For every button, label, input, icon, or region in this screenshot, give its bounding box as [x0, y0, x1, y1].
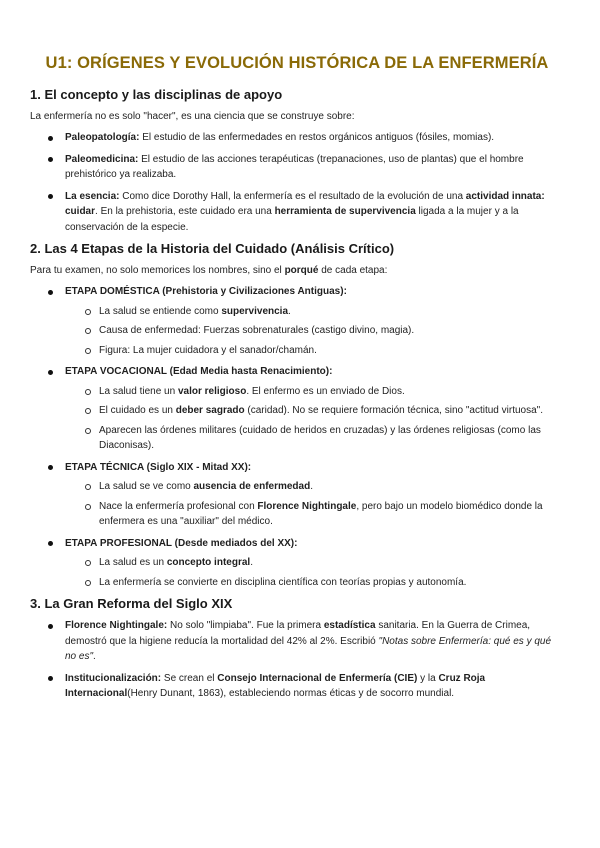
sub-list [65, 384, 564, 454]
emphasis: valor religioso [177, 385, 247, 397]
stage-label: ETAPA DOMÉSTICA (Prehistoria y Civilizaciones Antiguas): [65, 286, 347, 297]
term: Paleomedicina: [65, 153, 139, 165]
text: . [310, 481, 313, 492]
emphasis: Consejo Internacional de Enfermería (CIE) [217, 672, 418, 684]
stage-label: ETAPA TÉCNICA (Siglo XIX - Mitad XX): [65, 461, 252, 473]
sub-item [65, 555, 564, 571]
sub-item: La enfermería se convierte en disciplina científica con teorías propias y autonomía. [65, 575, 564, 591]
text: Se crean el [161, 672, 218, 684]
section-heading: 1. El concepto y las disciplinas de apoyo [30, 87, 283, 102]
sub-list [65, 555, 564, 590]
section-intro: La enfermería no es solo "hacer", es una ciencia que se construye sobre: [30, 111, 355, 122]
text: sanitaria. En la Guerra de Crimea, demostró que la higiene reducía la mortalidad del 42% al 2%. Escribió [65, 620, 531, 647]
section-heading: 2. Las 4 Etapas de la Historia del Cuidado (Análisis Crítico) [30, 241, 395, 256]
section-concepto [30, 87, 564, 235]
sub-list [65, 304, 564, 359]
text: Para tu examen, no solo memorices los nombres, sino el [30, 265, 285, 276]
sub-item [65, 384, 564, 400]
text: . En la prehistoria, este cuidado era una [95, 206, 275, 217]
bullet-list [30, 130, 564, 235]
emphasis: estadística [323, 620, 376, 631]
list-item-paleomedicina [30, 152, 564, 183]
text: de cada etapa: [318, 265, 388, 276]
stages-list [30, 284, 564, 590]
text: La salud se entiende como [99, 305, 222, 317]
section-etapas [30, 241, 564, 590]
stage-label: ETAPA PROFESIONAL (Desde mediados del XX): [65, 537, 298, 549]
text: El estudio de las enfermedades en restos orgánicos antiguos (fósiles, momias). [139, 132, 495, 143]
section-intro [30, 263, 564, 278]
book-title: "Notas sobre Enfermería: qué es y qué no es" [65, 635, 552, 662]
text: La salud se ve como [99, 481, 194, 492]
stage-tecnica [30, 460, 564, 530]
text: Nace la enfermería profesional con [99, 500, 258, 512]
emphasis: concepto integral [166, 557, 251, 568]
text: . [288, 305, 291, 317]
term: Florence Nightingale: [65, 620, 168, 631]
list-item-institucionalizacion [30, 671, 564, 702]
text: ligada a la mujer y a la conservación de la especie. [65, 206, 519, 233]
sub-item: Figura: La mujer cuidadora y el sanador/chamán. [65, 343, 564, 359]
stage-domestica [30, 284, 564, 358]
text: El cuidado es un [99, 405, 176, 416]
sub-list [65, 479, 564, 530]
sub-item: Causa de enfermedad: Fuerzas sobrenaturales (castigo divino, magia). [65, 323, 564, 339]
emphasis: ausencia de enfermedad [193, 481, 311, 492]
stage-label: ETAPA VOCACIONAL (Edad Media hasta Renacimiento): [65, 366, 333, 377]
text: No solo "limpiaba". Fue la primera [167, 620, 324, 631]
list-item-esencia [30, 189, 564, 236]
stage-profesional [30, 536, 564, 591]
text: . El enfermo es un enviado de Dios. [246, 385, 405, 397]
list-item-nightingale [30, 618, 564, 665]
emphasis: supervivencia [221, 305, 289, 317]
sub-item [65, 499, 564, 530]
section-reforma [30, 596, 564, 702]
emphasis: deber sagrado [175, 405, 245, 416]
text: . [93, 651, 96, 662]
sub-item [65, 304, 564, 320]
stage-vocacional [30, 364, 564, 454]
term: La esencia: [65, 190, 120, 202]
text: y la [417, 672, 439, 684]
text: La salud tiene un [99, 385, 178, 397]
sub-item: Aparecen las órdenes militares (cuidado de heridos en cruzadas) y las órdenes religiosas (como las Diaconisas). [65, 423, 564, 454]
emphasis: Florence Nightingale [257, 500, 357, 512]
emphasis: porqué [284, 265, 319, 276]
text: (Henry Dunant, 1863), estableciendo normas éticas y de socorro mundial. [127, 688, 455, 699]
sub-item [65, 403, 564, 419]
sub-item [65, 479, 564, 495]
term: Paleopatología: [65, 132, 140, 143]
list-item-paleopatologia [30, 130, 564, 146]
emphasis: actividad innata: cuidar [65, 190, 545, 217]
text: La salud es un [99, 557, 167, 568]
emphasis: Cruz Roja Internacional [65, 672, 486, 699]
document-title: U1: ORÍGENES Y EVOLUCIÓN HISTÓRICA DE LA ENFERMERÍA [45, 54, 549, 72]
text: Como dice Dorothy Hall, la enfermería es el resultado de la evolución de una [119, 190, 466, 202]
bullet-list [30, 618, 564, 702]
text: . [250, 557, 253, 568]
section-heading: 3. La Gran Reforma del Siglo XIX [30, 596, 233, 611]
text: , pero bajo un modelo biomédico donde la enfermera es una "auxiliar" del médico. [99, 500, 543, 527]
text: El estudio de las acciones terapéuticas (trepanaciones, uso de plantas) que el hombre prehistórico ya realizaba. [65, 153, 524, 180]
term: Institucionalización: [65, 672, 162, 684]
text: (caridad). No se requiere formación técnica, sino "actitud virtuosa". [244, 405, 543, 416]
emphasis: herramienta de supervivencia [274, 206, 416, 217]
